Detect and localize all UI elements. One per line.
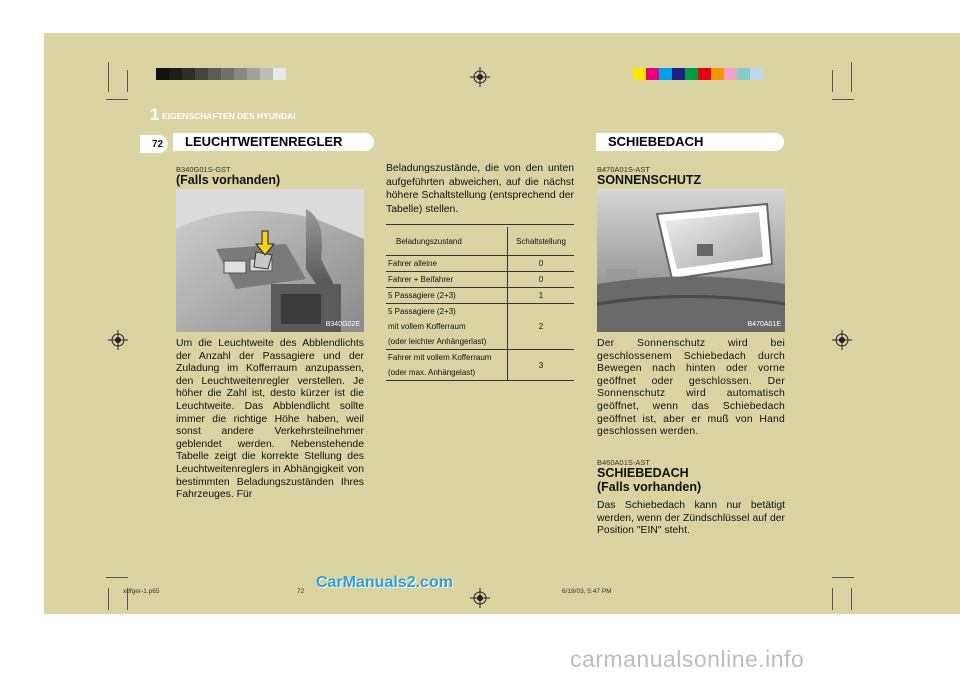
table-row: [386, 304, 574, 350]
chapter-title: EIGENSCHAFTEN DES HYUNDAI: [162, 111, 296, 121]
table-header-setting: Schaltstellung: [508, 227, 575, 256]
registration-target-icon: [470, 588, 490, 608]
registration-target-icon: [832, 330, 852, 350]
registration-swatch: [208, 68, 221, 80]
registration-swatch: [260, 68, 273, 80]
section-code: B460A01S-AST: [597, 458, 650, 467]
registration-swatch: [633, 68, 646, 80]
table-row: [386, 288, 574, 304]
setting-value-cell: 1: [508, 288, 575, 304]
dashboard-illustration: [176, 189, 364, 332]
registration-swatch: [659, 68, 672, 80]
load-condition-line: (oder max. Anhängelast): [388, 368, 476, 377]
crop-mark: [851, 62, 852, 92]
setting-value-cell: 0: [508, 272, 575, 288]
image-caption: B470A01E: [747, 321, 781, 328]
registration-swatch: [685, 68, 698, 80]
load-condition-cell: [386, 350, 508, 381]
load-setting-table: [386, 227, 574, 381]
crop-mark: [108, 62, 109, 92]
watermark-carmanualsonline: carmanualsonline.info: [570, 646, 805, 672]
section-heading: (Falls vorhanden): [176, 173, 281, 187]
load-condition-line: Fahrer mit vollem Kofferraum: [388, 353, 492, 362]
load-condition-line: 5 Passagiere (2+3): [388, 307, 456, 316]
registration-swatch: [247, 68, 260, 80]
load-condition-cell: [386, 272, 508, 288]
footer-filename: xdfger-1.p65: [123, 588, 160, 595]
load-condition-line: mit vollem Kofferraum: [388, 322, 466, 331]
registration-swatch: [672, 68, 685, 80]
left-body-text: Um die Leuchtweite des Abblendlichts der Anzahl der Passagiere und der Zuladung im Kofferraum anzupassen, den Leuchtweitenregler verstellen. Je höher die Zahl ist, desto kürzer ist die Leuchtweite. Das Abblendlicht sollte immer die richtige Höhe haben, weil sonst andere Verkehrsteilnehmer geblendet werden. Nebenstehende Tabelle zeigt die korrekte Stellung des Leuchtweitenreglers in Abhängigkeit von bestimmten Beladungszuständen Ihres Fahrzeuges. Für: [176, 338, 364, 501]
section-code: B470A01S-AST: [597, 165, 650, 174]
registration-swatch: [711, 68, 724, 80]
setting-value-cell: 3: [508, 350, 575, 381]
registration-swatch: [646, 68, 659, 80]
registration-swatch: [234, 68, 247, 80]
section-heading: SONNENSCHUTZ: [597, 173, 702, 187]
table-header-row: [386, 227, 574, 256]
load-condition-cell: [386, 288, 508, 304]
load-condition-line: Fahrer + Beifahrer: [388, 275, 454, 284]
table-row: [386, 350, 574, 381]
registration-swatch: [169, 68, 182, 80]
footer-date: 6/19/03, 5:47 PM: [562, 588, 612, 595]
watermark-carmanuals2: CarManuals2.com: [316, 574, 453, 591]
section-heading: SCHIEBEDACH: [597, 466, 689, 480]
schiebedach-body-text: Das Schiebedach kann nur betätigt werden, wenn der Zündschlüssel auf der Position "EIN" steht.: [597, 500, 785, 537]
registration-swatch: [195, 68, 208, 80]
crop-mark: [832, 577, 854, 578]
registration-swatch: [737, 68, 750, 80]
table-top-rule: [386, 224, 574, 225]
registration-swatch: [156, 68, 169, 80]
crop-mark: [106, 99, 128, 100]
load-condition-line: Fahrer alleine: [388, 259, 437, 268]
registration-swatch: [273, 68, 286, 80]
crop-mark: [832, 99, 854, 100]
registration-target-icon: [108, 330, 128, 350]
registration-swatch: [182, 68, 195, 80]
color-registration-bar: [633, 68, 763, 80]
registration-swatch: [221, 68, 234, 80]
sonnenschutz-body-text: Der Sonnenschutz wird bei geschlossenem Schiebedach durch Bewegen nach hinten oder vorne geöffnet oder geschlossen. Der Sonnenschutz wird automatisch geöffnet, wenn das Schiebedach geöffnet ist, aber er muß von Hand geschlossen werden.: [597, 338, 785, 438]
image-caption: B340G02E: [325, 321, 360, 328]
crop-mark: [832, 70, 833, 92]
load-condition-cell: [386, 256, 508, 272]
registration-swatch: [750, 68, 763, 80]
table-row: [386, 256, 574, 272]
crop-mark: [832, 588, 833, 610]
grayscale-registration-bar: [156, 68, 286, 80]
sunroof-photo: [597, 189, 785, 332]
chapter-number: 1: [150, 105, 160, 124]
bottom-margin: [44, 614, 960, 678]
sunroof-illustration: [597, 189, 785, 332]
registration-target-icon: [470, 67, 490, 87]
page-number: 72: [152, 139, 164, 150]
crop-mark: [127, 70, 128, 92]
setting-value-cell: 0: [508, 256, 575, 272]
crop-mark: [106, 577, 128, 578]
crop-mark: [851, 588, 852, 610]
section-subheading: (Falls vorhanden): [597, 480, 702, 494]
headlight-leveler-photo: [176, 189, 364, 332]
table-row: [386, 272, 574, 288]
section-title-leuchtweitenregler: LEUCHTWEITENREGLER: [173, 133, 374, 151]
load-condition-line: 5 Passagiere (2+3): [388, 291, 456, 300]
setting-value-cell: 2: [508, 304, 575, 350]
table-header-load: Beladungszustand: [386, 227, 508, 256]
registration-swatch: [698, 68, 711, 80]
crop-mark: [108, 588, 109, 610]
section-code: B340G01S-GST: [176, 165, 231, 174]
section-title-schiebedach: SCHIEBEDACH: [596, 133, 784, 151]
middle-intro-text: Beladungszustände, die von den unten aufgeführten abweichen, auf die nächst höhere Schaltstellung (entsprechend der Tabelle) stellen.: [386, 163, 574, 215]
load-condition-line: (oder leichter Anhängerlast): [388, 337, 487, 346]
load-condition-cell: [386, 304, 508, 350]
registration-swatch: [724, 68, 737, 80]
footer-page: 72: [297, 588, 305, 595]
